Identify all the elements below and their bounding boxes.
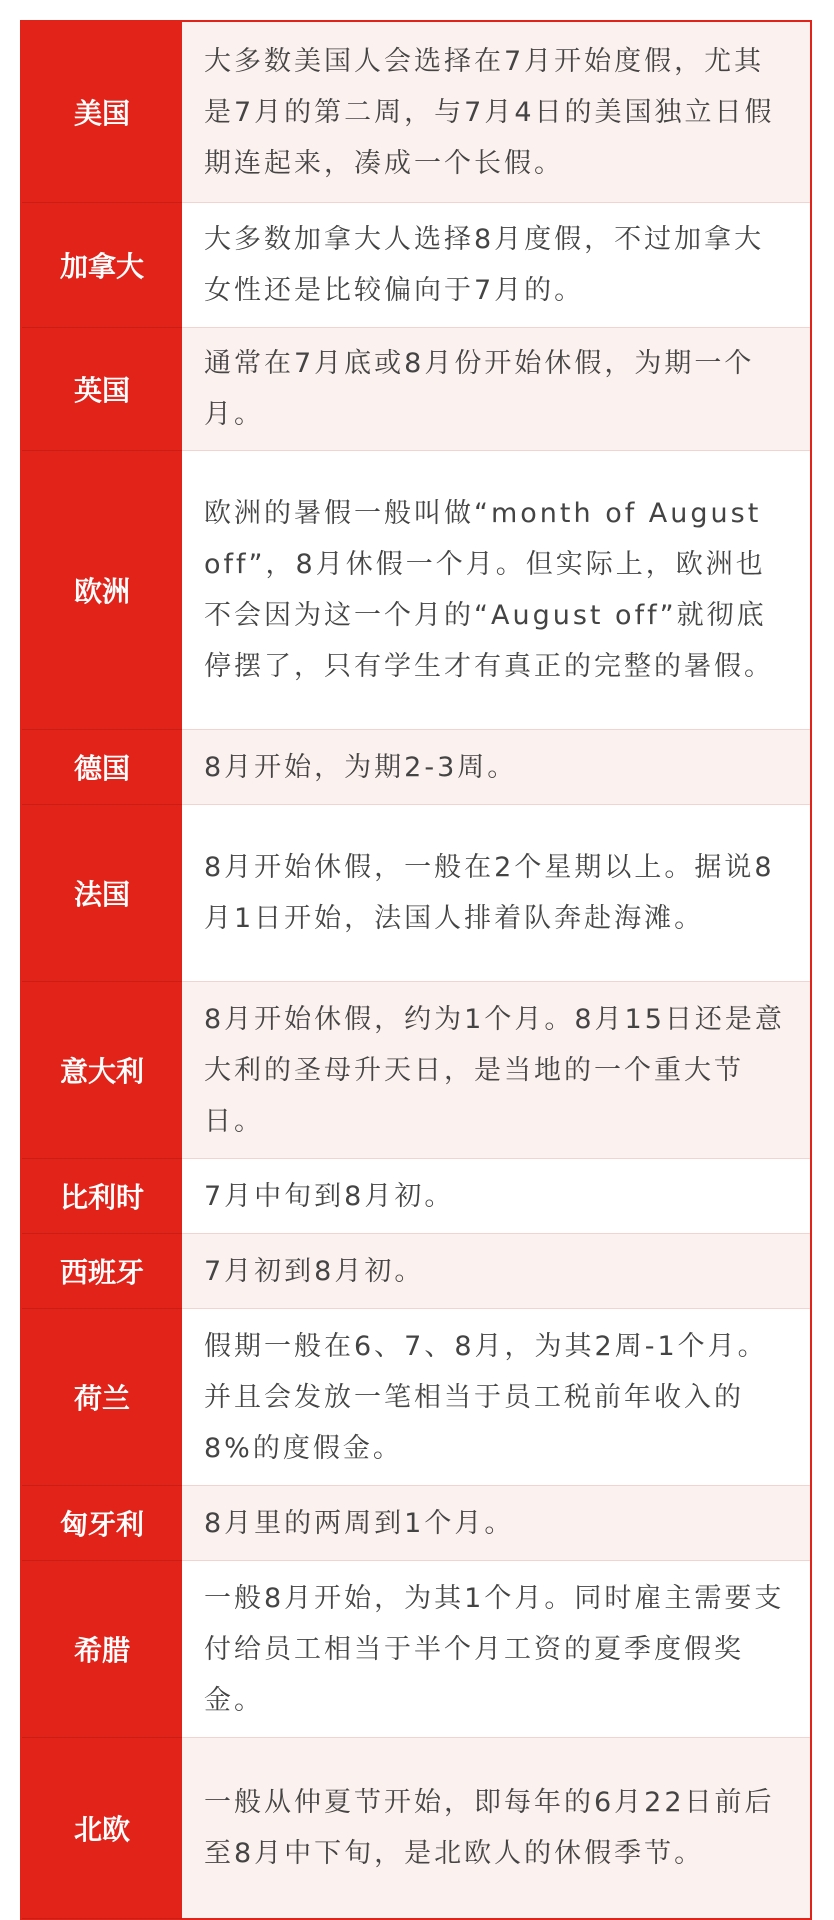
table-row-italy [22, 982, 810, 1159]
description-text: 一般8月开始，为其1个月。同时雇主需要支付给员工相当于半个月工资的夏季度假奖金。 [204, 1582, 785, 1716]
table-row-uk [22, 328, 810, 451]
description-text: 大多数加拿大人选择8月度假，不过加拿大女性还是比较偏向于7月的。 [204, 224, 765, 306]
table-row-netherlands [22, 1309, 810, 1486]
table-row-belgium [22, 1159, 810, 1234]
description-cell [182, 451, 810, 729]
table-row-spain [22, 1234, 810, 1309]
country-cell: 比利时 [22, 1159, 182, 1234]
description-cell [182, 203, 810, 327]
description-text: 7月初到8月初。 [204, 1255, 425, 1287]
country-cell: 英国 [22, 328, 182, 451]
description-cell [182, 22, 810, 202]
table-row-nordic [22, 1738, 810, 1918]
country-cell: 欧洲 [22, 451, 182, 730]
country-cell: 北欧 [22, 1738, 182, 1919]
country-cell: 加拿大 [22, 203, 182, 328]
vacation-table [20, 20, 812, 1920]
description-text: 欧洲的暑假一般叫做“month of August off”，8月休假一个月。但实际上，欧洲也不会因为这一个月的“August off”就彻底停摆了，只有学生才有真正的完整的暑假。 [204, 498, 774, 682]
description-cell [182, 1234, 810, 1308]
country-cell: 德国 [22, 730, 182, 805]
description-text: 一般从仲夏节开始，即每年的6月22日前后至8月中下旬，是北欧人的休假季节。 [204, 1787, 775, 1869]
description-text: 8月开始休假，约为1个月。8月15日还是意大利的圣母升天日，是当地的一个重大节日。 [204, 1003, 785, 1137]
description-text: 大多数美国人会选择在7月开始度假，尤其是7月的第二周，与7月4日的美国独立日假期连起来，凑成一个长假。 [204, 45, 775, 179]
description-cell [182, 1309, 810, 1485]
description-text: 8月开始，为期2-3周。 [204, 751, 518, 783]
country-cell: 希腊 [22, 1561, 182, 1738]
country-cell: 法国 [22, 805, 182, 982]
description-cell [182, 1159, 810, 1233]
description-text: 8月里的两周到1个月。 [204, 1507, 515, 1539]
table-row-usa [22, 22, 810, 203]
country-cell: 意大利 [22, 982, 182, 1159]
description-text: 8月开始休假，一般在2个星期以上。据说8月1日开始，法国人排着队奔赴海滩。 [204, 852, 775, 934]
country-cell: 西班牙 [22, 1234, 182, 1309]
table-row-canada [22, 203, 810, 328]
table-row-europe [22, 451, 810, 730]
table-row-france [22, 805, 810, 982]
description-text: 7月中旬到8月初。 [204, 1180, 455, 1212]
country-cell: 荷兰 [22, 1309, 182, 1486]
description-cell [182, 1561, 810, 1737]
description-cell [182, 982, 810, 1158]
table-row-greece [22, 1561, 810, 1738]
description-text: 通常在7月底或8月份开始休假，为期一个月。 [204, 348, 755, 430]
description-cell [182, 730, 810, 804]
description-text: 假期一般在6、7、8月，为其2周-1个月。并且会发放一笔相当于员工税前年收入的8%的度假金。 [204, 1330, 768, 1464]
description-cell [182, 1486, 810, 1560]
description-cell [182, 805, 810, 981]
description-cell [182, 328, 810, 450]
table-row-hungary [22, 1486, 810, 1561]
country-cell: 匈牙利 [22, 1486, 182, 1561]
table-row-germany [22, 730, 810, 805]
country-cell: 美国 [22, 22, 182, 203]
description-cell [182, 1738, 810, 1918]
